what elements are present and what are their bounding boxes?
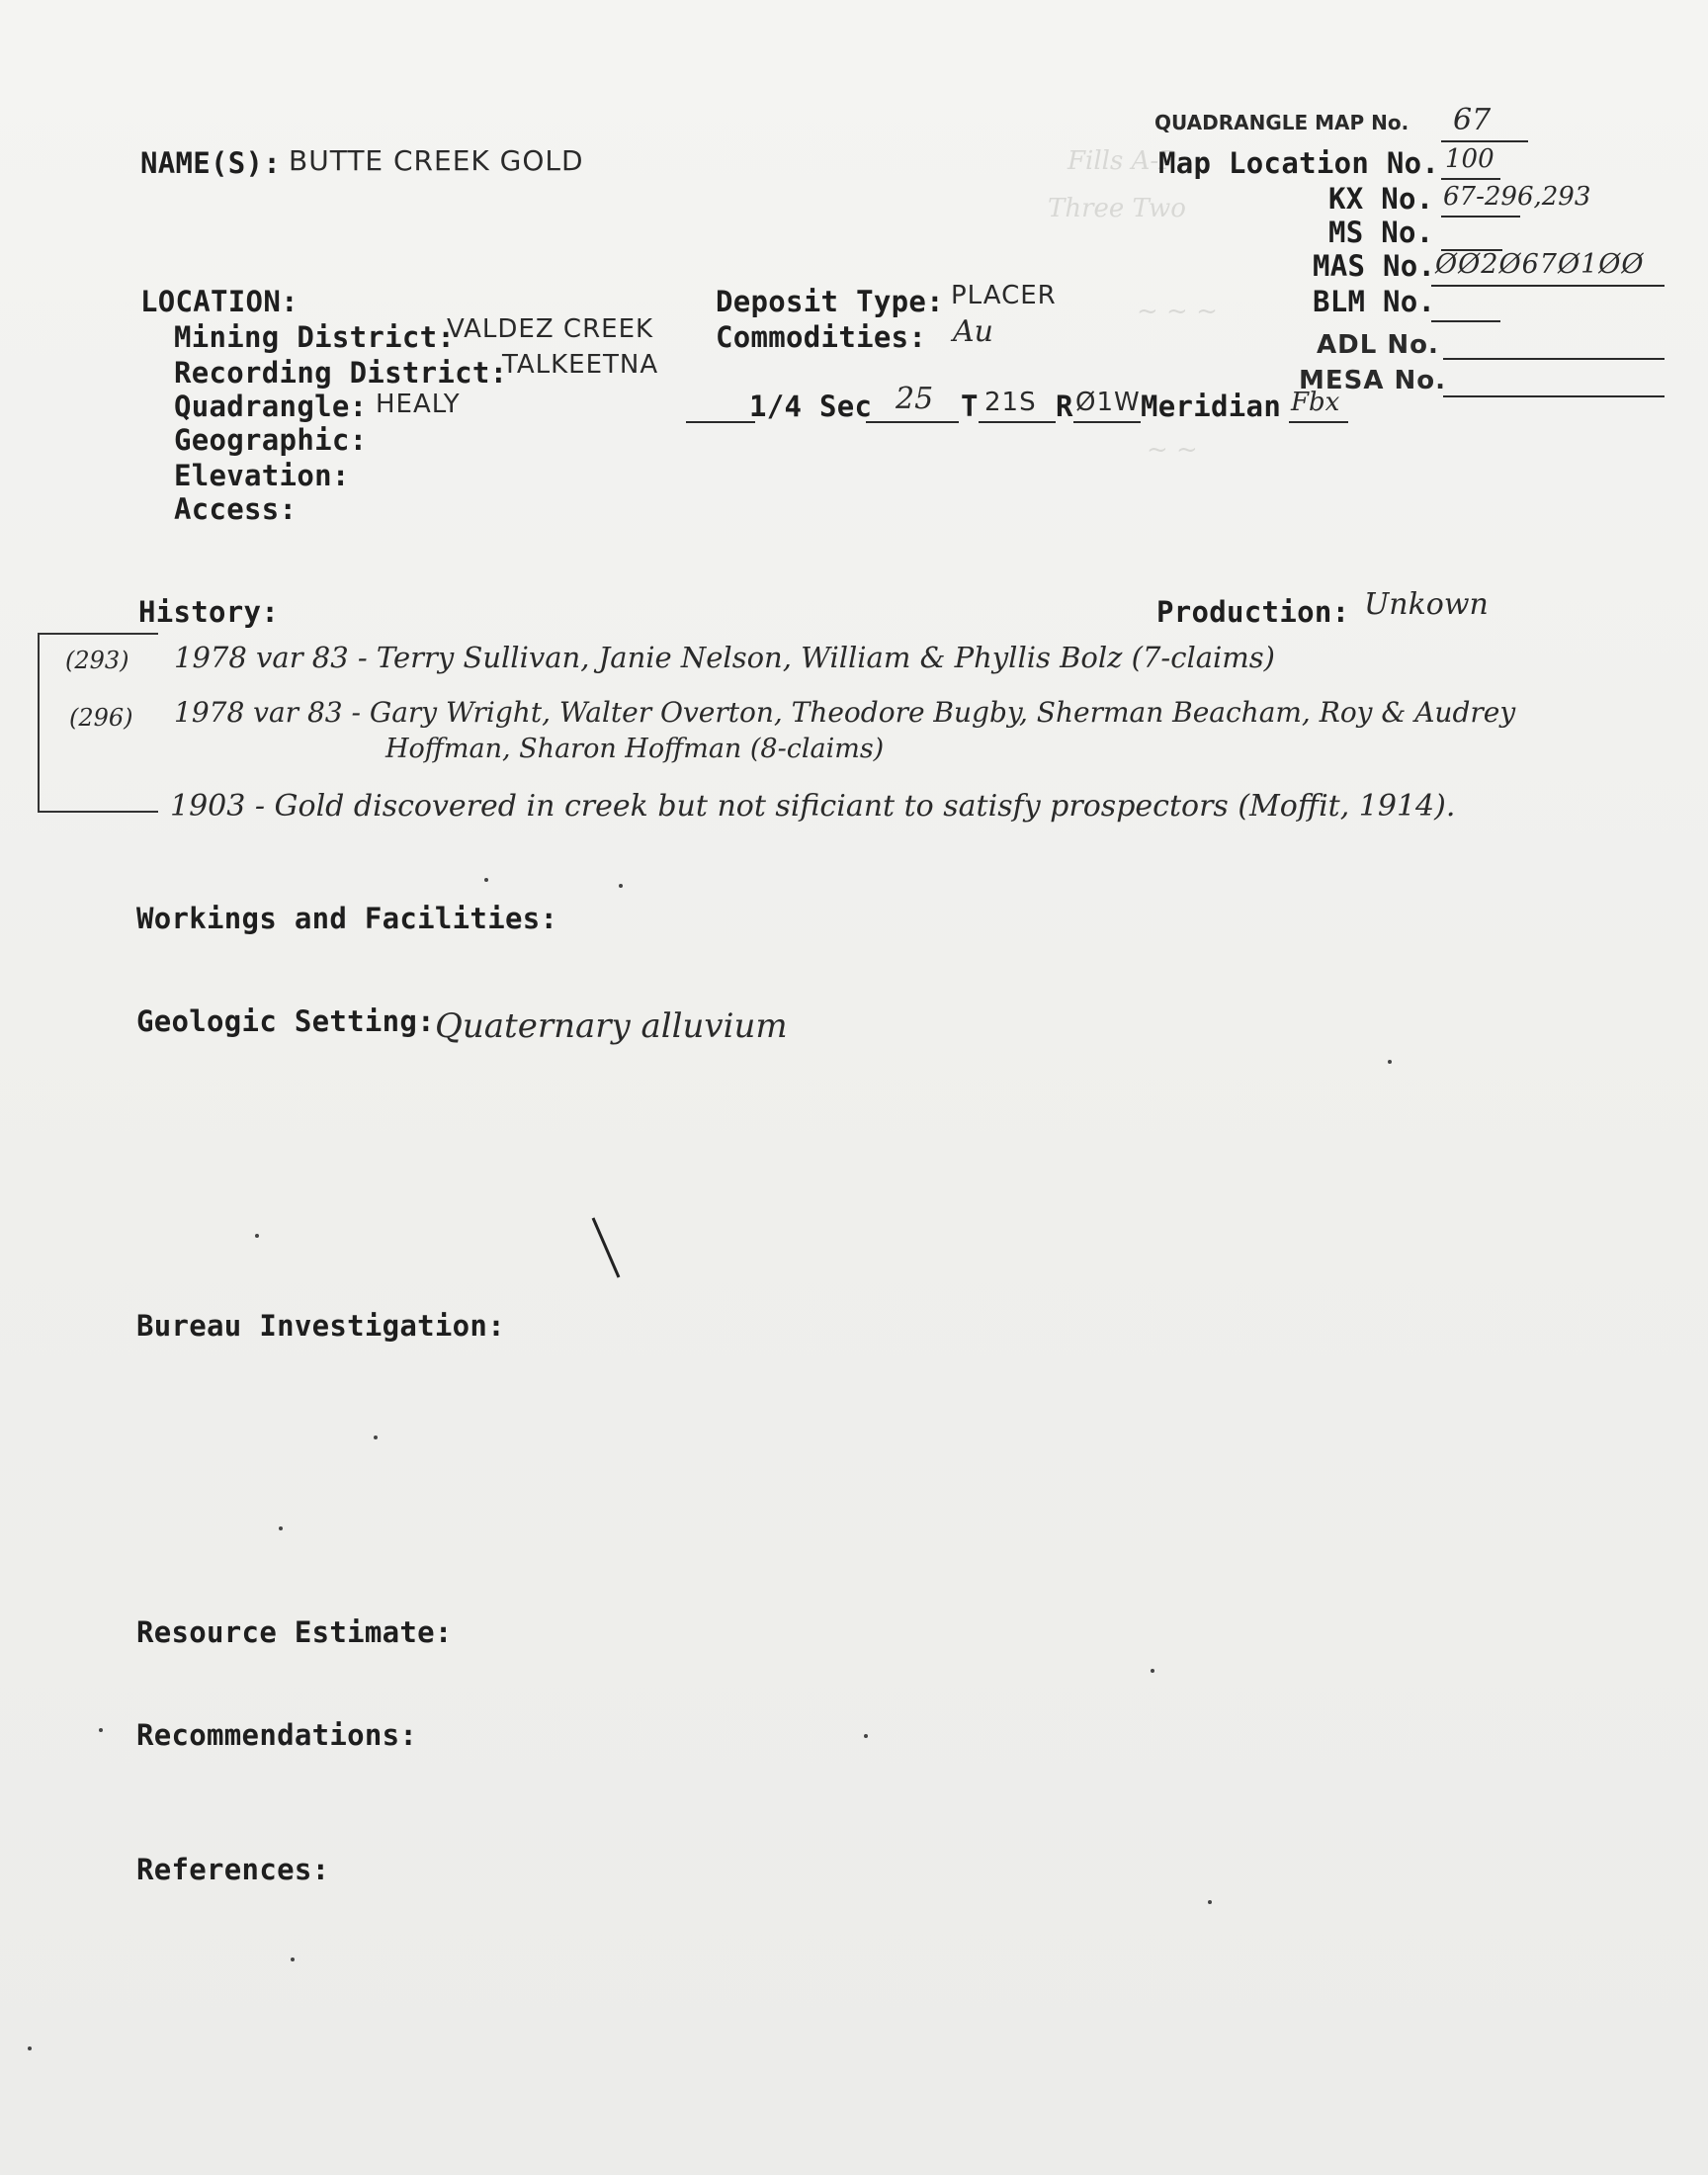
range-value: Ø1W [1075, 388, 1141, 417]
deposit-type-value: PLACER [951, 281, 1057, 310]
kx-label: KX No. [1328, 182, 1434, 216]
quad-map-value: 67 [1453, 103, 1492, 137]
deposit-type-label: Deposit Type: [716, 285, 944, 318]
adl-label: ADL No. [1317, 330, 1439, 360]
meridian-label: Meridian [1141, 390, 1282, 423]
kx-blank [1441, 216, 1520, 218]
quadrangle-label: Quadrangle: [174, 390, 368, 423]
names-label: NAME(S): [140, 146, 282, 180]
blm-label: BLM No. [1313, 285, 1436, 318]
meridian-blank [1289, 421, 1348, 423]
kx-value: 67-296,293 [1443, 182, 1591, 212]
mas-label: MAS No. [1313, 249, 1436, 283]
township-value: 21S [984, 388, 1037, 417]
adl-blank [1443, 358, 1665, 360]
commodities-value: Au [953, 314, 993, 349]
scan-speck [374, 1436, 378, 1439]
map-location-blank [1441, 178, 1500, 180]
access-label: Access: [174, 492, 298, 526]
geographic-label: Geographic: [174, 423, 368, 457]
quad-map-label: QUADRANGLE MAP No. [1154, 111, 1409, 134]
commodities-label: Commodities: [716, 320, 927, 354]
meridian-value: Fbx [1291, 388, 1340, 417]
mesa-blank [1443, 395, 1665, 397]
history-entry: 1903 - Gold discovered in creek but not sificiant to satisfy prospectors (Moffit, 1914). [170, 789, 1456, 824]
range-blank [1073, 421, 1141, 423]
recommendations-label: Recommendations: [136, 1718, 418, 1752]
resource-estimate-label: Resource Estimate: [136, 1615, 453, 1649]
geologic-setting-value: Quaternary alluvium [435, 1006, 788, 1046]
quarter-sec-label: 1/4 Sec [749, 390, 873, 423]
scan-speck [1388, 1060, 1392, 1064]
mesa-label: MESA No. [1299, 366, 1447, 395]
scan-speck [255, 1234, 259, 1238]
scan-speck [484, 878, 488, 882]
pen-mark [589, 1214, 629, 1283]
scan-speck [1208, 1900, 1212, 1904]
geologic-setting-label: Geologic Setting: [136, 1004, 435, 1038]
bleed-through-text: Fills A-P [1068, 146, 1176, 176]
quad-map-blank [1441, 140, 1528, 142]
production-value: Unkown [1364, 587, 1489, 622]
workings-label: Workings and Facilities: [136, 902, 558, 935]
range-label: R [1056, 390, 1073, 423]
map-location-value: 100 [1445, 144, 1494, 174]
scan-speck [99, 1728, 103, 1732]
quadrangle-value: HEALY [376, 390, 461, 419]
scan-speck [279, 1526, 283, 1530]
bureau-investigation-label: Bureau Investigation: [136, 1309, 505, 1343]
recording-district-label: Recording District: [174, 356, 508, 390]
township-blank [979, 421, 1056, 423]
references-label: References: [136, 1853, 330, 1886]
township-label: T [961, 390, 979, 423]
ms-label: MS No. [1328, 216, 1434, 249]
scan-speck [291, 1958, 295, 1961]
mas-value: ØØ2Ø67Ø1ØØ [1435, 249, 1645, 280]
scan-speck [1151, 1669, 1154, 1673]
scan-speck [28, 2046, 32, 2050]
history-entry: 1978 var 83 - Gary Wright, Walter Overton, Theodore Bugby, Sherman Beacham, Roy & Audrey [174, 696, 1516, 729]
blm-blank [1431, 320, 1500, 322]
history-ref: (296) [69, 704, 133, 732]
quarter-blank [686, 421, 755, 423]
mas-blank [1431, 285, 1665, 287]
sec-blank [866, 421, 959, 423]
scan-speck [619, 884, 623, 888]
history-ref: (293) [65, 647, 129, 674]
names-value: BUTTE CREEK GOLD [289, 144, 584, 177]
mining-district-value: VALDEZ CREEK [447, 314, 654, 344]
production-label-text: Production: [1156, 595, 1350, 629]
recording-district-value: TALKEETNA [502, 350, 659, 380]
elevation-label: Elevation: [174, 459, 350, 492]
location-label: LOCATION: [140, 285, 299, 318]
sec-value: 25 [896, 382, 934, 416]
bleed-through-text: ~ ~ ~ [1137, 297, 1218, 326]
bleed-through-text: Three Two [1048, 194, 1186, 223]
history-entry: Hoffman, Sharon Hoffman (8-claims) [385, 734, 885, 764]
history-entry: 1978 var 83 - Terry Sullivan, Janie Nelson, William & Phyllis Bolz (7-claims) [174, 641, 1275, 674]
mining-district-label: Mining District: [174, 320, 456, 354]
map-location-label: Map Location No. [1158, 146, 1440, 180]
history-label: History: [138, 595, 280, 629]
scan-speck [864, 1734, 868, 1738]
bleed-through-text: ~ ~ [1147, 435, 1198, 465]
